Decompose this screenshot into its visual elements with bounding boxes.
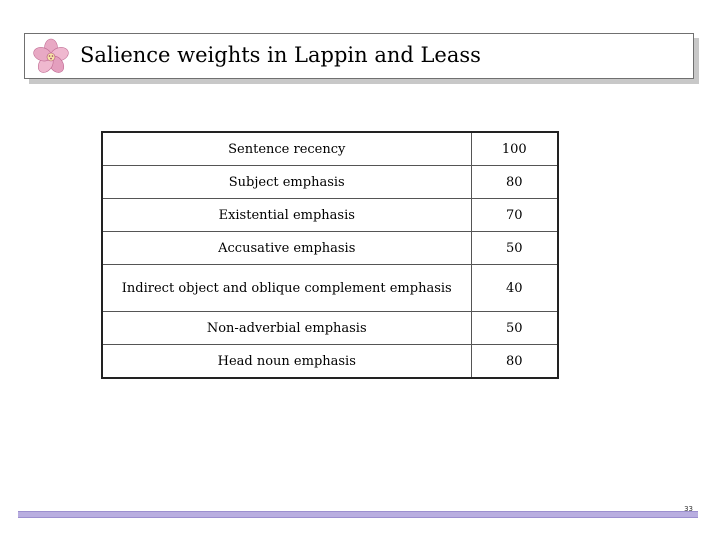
- table-row: [102, 132, 558, 166]
- table-row: [102, 166, 558, 199]
- weight-label: Non-adverbial emphasis: [102, 312, 471, 345]
- table-row: [102, 312, 558, 345]
- weight-value: 50: [471, 312, 558, 345]
- slide-title-box: [24, 33, 694, 79]
- weight-label: Subject emphasis: [102, 166, 471, 199]
- table-row: [102, 345, 558, 379]
- weight-label: Sentence recency: [102, 132, 471, 166]
- table-row: [102, 199, 558, 232]
- table-row: [102, 232, 558, 265]
- table-row: [102, 265, 558, 312]
- weight-label: Head noun emphasis: [102, 345, 471, 379]
- weight-label: Accusative emphasis: [102, 232, 471, 265]
- weight-value: 40: [471, 265, 558, 312]
- footer-bar: [18, 511, 698, 518]
- weight-value: 50: [471, 232, 558, 265]
- weight-value: 80: [471, 166, 558, 199]
- page-number: 33: [684, 505, 693, 513]
- slide-title: Salience weights in Lappin and Leass: [80, 43, 481, 67]
- salience-weights-table: [101, 131, 559, 379]
- weight-value: 100: [471, 132, 558, 166]
- weight-value: 70: [471, 199, 558, 232]
- weight-label: Existential emphasis: [102, 199, 471, 232]
- weight-value: 80: [471, 345, 558, 379]
- weight-label: Indirect object and oblique complement emphasis: [102, 265, 471, 312]
- cherry-blossom-icon: [31, 38, 71, 76]
